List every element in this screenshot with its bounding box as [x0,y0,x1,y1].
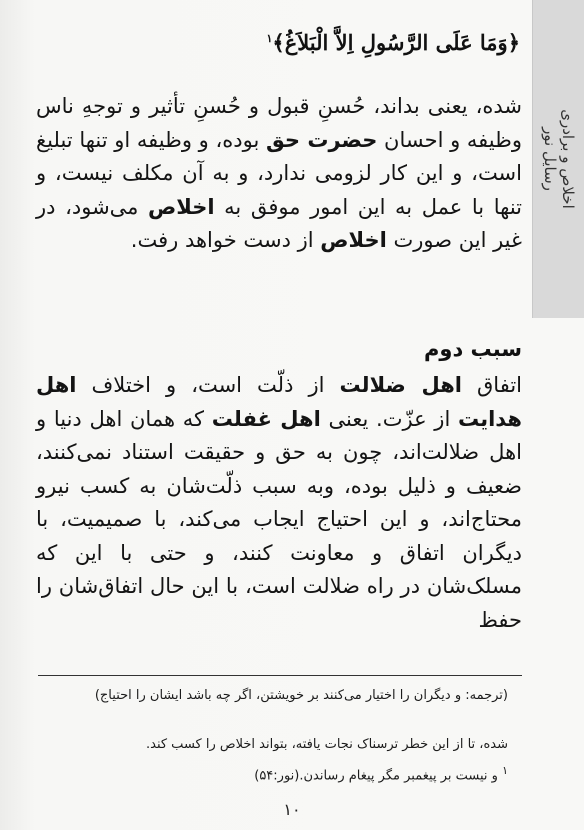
footnote-translation: (ترجمه: و دیگران را اختیار می‌کنند بر خویشتن، اگر چه باشد ایشان را احتیاج) [94,688,508,703]
side-tab [532,0,584,318]
paragraph-1 [36,90,522,258]
verse-footnote-ref: ١ [266,32,273,45]
footnote-mark: ١ [502,764,508,777]
footnote-verse [38,760,508,787]
side-tab-title [541,109,577,209]
footnote-verse-text: و نیست بر پیغمبر مگر پیغام رساندن.(نور:۵۴) [254,768,498,784]
text-run: می‌شود، در غیر این صورت [36,194,522,252]
bold-term: اهل هدایت [36,373,522,431]
text-run: اتفاق [461,373,523,397]
side-tab-line-2: رسایل نور [540,127,559,191]
bold-term: حضرت حق [265,127,378,152]
side-tab-line-1: اخلاص و برادری [558,109,577,209]
bold-term: اخلاص [148,194,215,219]
section-heading: سبب دوم [424,337,522,361]
bold-term: اهل ضلالت [339,373,462,397]
footnote-separator [38,675,522,676]
text-run: که همان اهل دنیا و اهل ضلالت‌اند، چون به حق و حقیقت استناد نمی‌کنند، ضعیف و ذلیل بوده، وبه سبب ذلّت‌شان به کسب نیرو محتاج‌اند، و این احتیاج ایجاب می‌کند، با صمیمیت، با دیگران اتفاق و معاونت کنند، و حتی با این که مسلک‌شان در راه ضلالت است، با این حال اتفاق‌شان را حفظ [36,406,522,632]
text-run: از عزّت. یعنی [320,406,458,431]
paragraph-2 [36,369,522,637]
footnote-continuation: شده، تا از این خطر ترسناک نجات یافته، بتواند اخلاص را کسب کند. [145,737,508,752]
text-run: بوده، و وظیفه او تنها تبلیغ است، و این کار لزومی ندارد، و به آن مکلف نیست، و تنها با عمل به این امور موفق به [36,127,522,219]
text-run: شده، یعنی بداند، حُسنِ قبول و حُسنِ تأثیر و توجهِ ناس وظیفه و احسان [36,94,522,152]
page-number: ١٠ [283,800,301,819]
text-run: از ذلّت است، و اختلاف [76,373,340,397]
bold-term: اخلاص [320,228,387,252]
text-run: از دست خواهد رفت. [130,228,321,252]
quran-verse [30,30,520,55]
verse-text: ﴿وَمَا عَلَى الرَّسُولِ اِلاَّ الْبَلاَغُ﴾ [272,30,520,55]
bold-term: اهل غفلت [211,406,321,431]
